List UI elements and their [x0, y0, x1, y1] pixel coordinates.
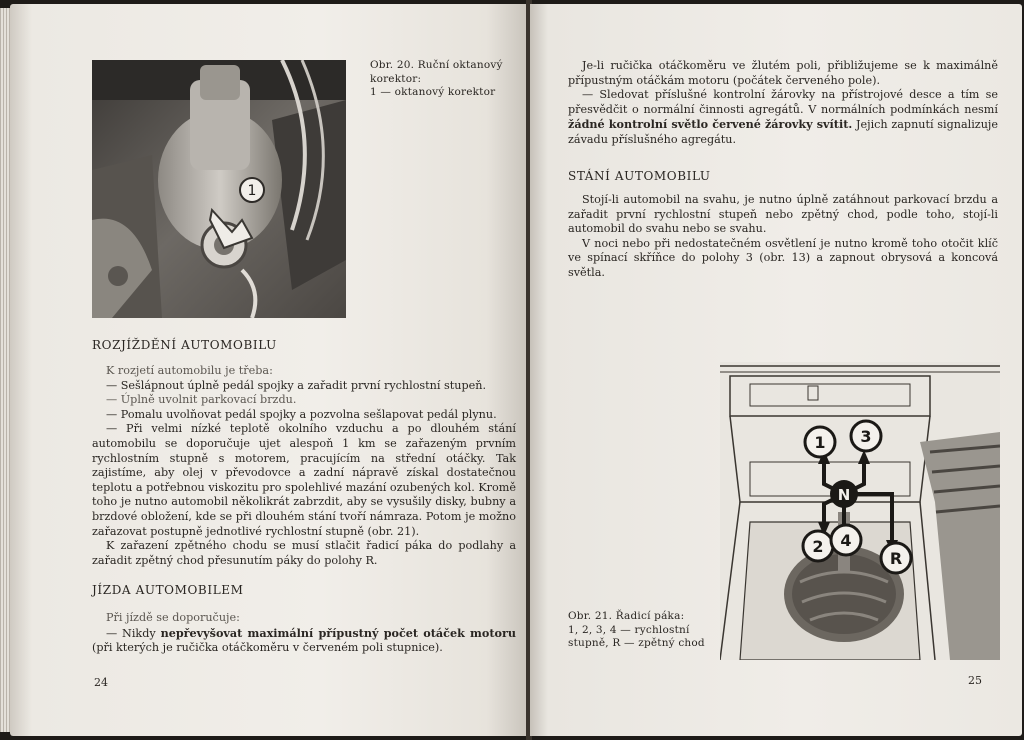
list-item: — Pomalu uvolňovat pedál spojky a pozvolna sešlapovat pedál plynu. [106, 407, 497, 421]
list-item: — Sešlápnout úplně pedál spojky a zařadit první rychlostní stupeň. [106, 378, 486, 392]
text-run: — Nikdy [106, 626, 161, 640]
list-item: — Úplně uvolnit parkovací brzdu. [106, 393, 297, 407]
section-heading-rozjizdeni: ROZJÍŽDĚNÍ AUTOMOBILU [92, 338, 277, 352]
bold-text: žádné kontrolní světlo červené žárovky svítit. [568, 117, 853, 132]
caption-line: stupně, R — zpětný chod [568, 637, 705, 649]
gear-4-label: 4 [840, 531, 852, 550]
octane-corrector-photo [92, 60, 346, 318]
text-run: — Sledovat příslušné kontrolní žárovky na přístrojové desce a tím se přesvědčit o normální činnosti agregátů. V normálních podmínkách nesmí [568, 88, 998, 116]
gear-2-label: 2 [812, 537, 824, 556]
bold-text: nepřevyšovat maximální přípustný počet otáček motoru [160, 625, 517, 640]
reverse-label: R [889, 549, 903, 568]
caption-line: 1 — oktanový korektor [370, 86, 496, 98]
section-stani-body [568, 193, 998, 281]
paragraph: V noci nebo při nedostatečném osvětlení je nutno kromě toho otočit klíč ve spínací skříňce do polohy 3 (obr. 13) a zapnout obrysová a koncová světla. [568, 236, 998, 279]
gear-shift-diagram [720, 362, 1000, 660]
left-page [10, 4, 528, 736]
gear-3-label: 3 [860, 427, 872, 446]
section-heading-jizda: JÍZDA AUTOMOBILEM [92, 583, 244, 597]
right-page-top-text [568, 59, 998, 148]
figure-20-photo [92, 60, 346, 318]
gear-3-marker [851, 421, 881, 451]
figure-21-gear-lever [720, 362, 1000, 660]
caption-line: korektor: [370, 72, 422, 85]
page-number-left: 24 [94, 676, 108, 689]
reverse-marker [881, 543, 911, 573]
paragraph: Při jízdě se doporučuje: [106, 611, 240, 624]
list-item: — Při velmi nízké teplotě okolního vzduchu a po dlouhém stání automobilu se doporučuje ujet alespoň 1 km se zařazeným prvním rychlostním stupně s motorem, pracujícím na střední otáčky. Tak zajistíme, aby olej v převodovce a zadní nápravě získal dostatečnou teplotu a potřebnou viskozitu pro spolehlivé mazání ozubených kol. Kromě toho je nutno automobil několikrát zabrzdit, aby se vysušily disky, bubny a brzdové obložení, kde se při dlouhém stání tvoří námraza. Potom je možno zařazovat postupně jednotlivé rychlostní stupně (obr. 21). [92, 422, 516, 538]
caption-line: Obr. 20. Ruční oktanový [370, 59, 503, 71]
paragraph: Stojí-li automobil na svahu, je nutno úplně zatáhnout parkovací brzdu a zařadit první rychlostní stupeň nebo zpětný chod, podle toho, stojí-li automobil do svahu nebo se svahu. [568, 193, 998, 236]
gear-1-marker [805, 427, 835, 457]
section-jizda-body [92, 611, 516, 656]
page-number-right: 25 [968, 674, 982, 687]
gear-4-marker [831, 525, 861, 555]
figure-20-caption [370, 59, 520, 100]
caption-line: 1, 2, 3, 4 — rychlostní [568, 623, 690, 636]
gear-2-marker [803, 531, 833, 561]
list-item [92, 626, 516, 656]
paragraph [568, 88, 998, 147]
caption-line: Obr. 21. Řadicí páka: [568, 610, 685, 622]
text-run: Jejich zapnutí signalizuje závadu příslušného agregátu. [568, 118, 998, 146]
right-page [530, 4, 1022, 736]
figure-20-callout: 1 [247, 183, 257, 199]
paragraph: K zařazení zpětného chodu se musí stlačit řadicí páka do podlahy a zařadit zpětný chod přesunutím páky do polohy R. [92, 539, 516, 567]
neutral-marker [830, 480, 858, 508]
neutral-label: N [837, 486, 851, 504]
paragraph: Je-li ručička otáčkoměru ve žlutém poli, přibližujeme se k maximálně přípustným otáčkám motoru (počátek červeného pole). [568, 59, 998, 87]
section-heading-stani: STÁNÍ AUTOMOBILU [568, 169, 711, 183]
gear-1-label: 1 [814, 433, 826, 452]
section-rozjizdeni-body [92, 364, 516, 568]
text-run: (při kterých je ručička otáčkoměru v červeném poli stupnice). [92, 641, 443, 655]
paragraph: K rozjetí automobilu je třeba: [106, 364, 273, 377]
figure-21-caption [568, 610, 708, 651]
